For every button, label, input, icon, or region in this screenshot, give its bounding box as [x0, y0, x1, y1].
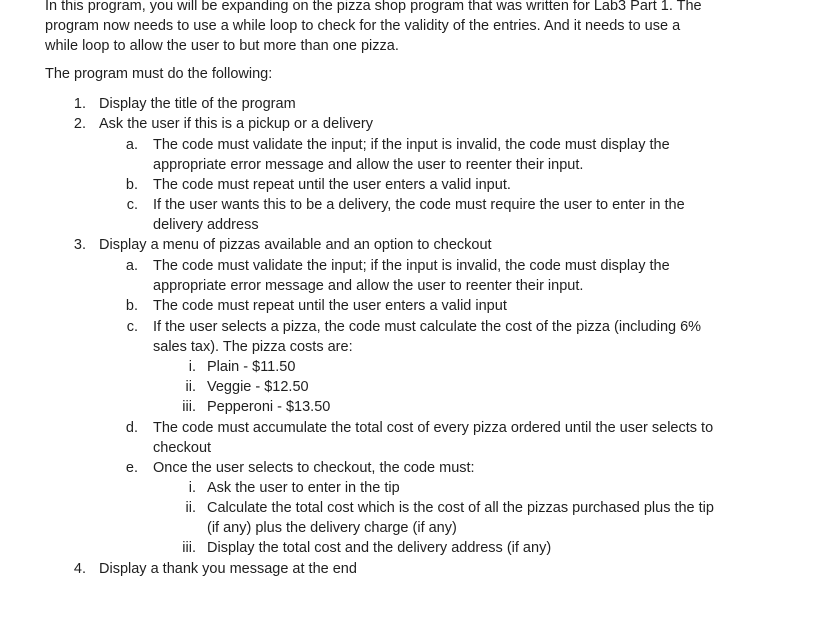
- sub-item-label: e.: [125, 460, 138, 476]
- item-number: 2.: [73, 116, 86, 132]
- sub-sub-item-label: iii.: [182, 540, 196, 556]
- item-number: 1.: [73, 96, 86, 112]
- sub-item-label: a.: [125, 258, 138, 274]
- sub-sub-item-label: iii.: [182, 399, 196, 415]
- sub-sub-item-label: i.: [188, 480, 196, 496]
- sub-item-label: a.: [125, 137, 138, 153]
- item-number: 3.: [73, 237, 86, 253]
- sub-sub-item-label: ii.: [185, 500, 196, 516]
- sub-item-label: c.: [126, 319, 138, 335]
- item-number: 4.: [73, 561, 86, 577]
- sub-sub-item-label: i.: [188, 359, 196, 375]
- sub-sub-item-label: ii.: [185, 379, 196, 395]
- sub-item-label: c.: [126, 197, 138, 213]
- sub-item-label: b.: [125, 298, 138, 314]
- sub-item-label: d.: [125, 420, 138, 436]
- sub-item-label: b.: [125, 177, 138, 193]
